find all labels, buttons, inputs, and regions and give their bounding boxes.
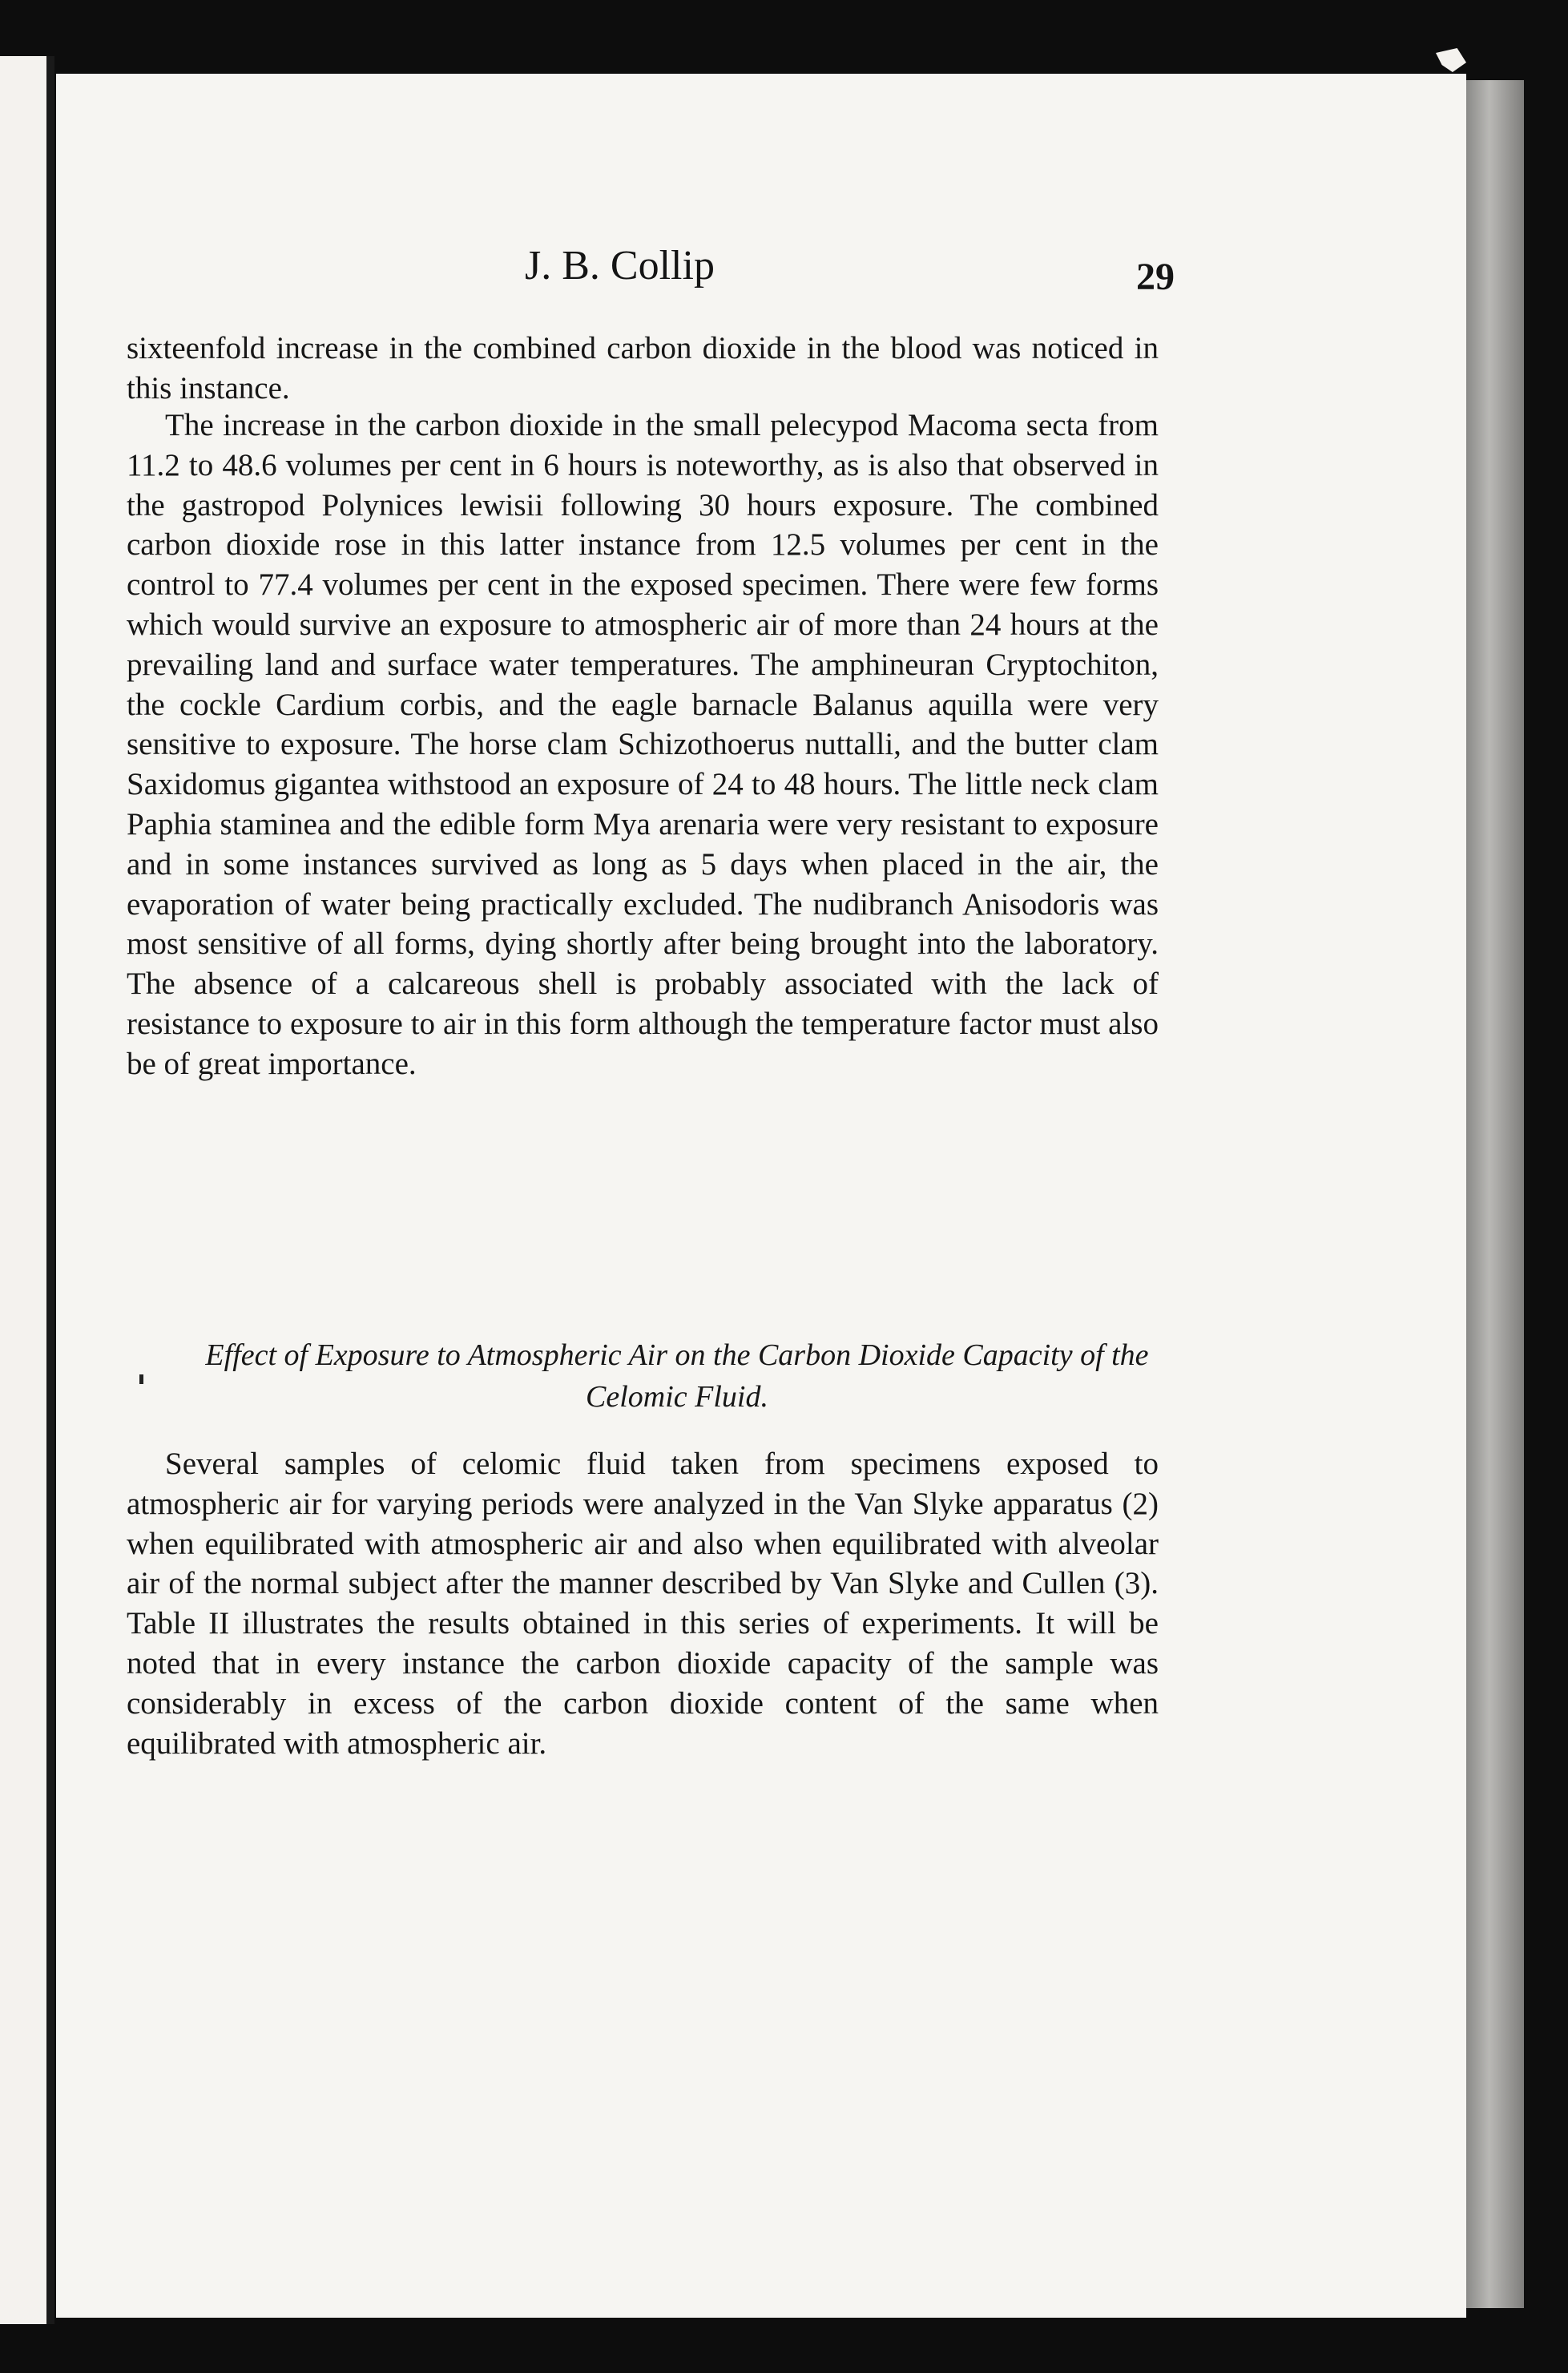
page-edge-shadow: [1466, 80, 1524, 2308]
running-head: J. B. Collip: [525, 243, 715, 289]
paragraph-continuation: sixteenfold increase in the combined carbon dioxide in the blood was noticed in this instance.: [127, 331, 1159, 406]
scan-speck: [139, 1374, 143, 1384]
section-heading: Effect of Exposure to Atmospheric Air on the Carbon Dioxide Capacity of the Celomic Fluid.: [205, 1338, 1149, 1414]
facing-page-edge: [0, 56, 54, 2324]
paragraph-celomic-fluid: Several samples of celomic fluid taken from specimens exposed to atmospheric air for varying periods were analyzed in the Van Slyke apparatus (2) when equilibrated with atmospheric air and also when equilibrated with alveolar air of the normal subject after the manner described by Van Slyke and Cullen (3). Table II illustrates the results obtained in this series of experiments. It will be noted that in every instance the carbon dioxide capacity of the sample was considerably in excess of the carbon dioxide content of the same when equilibrated with atmospheric air.: [127, 1447, 1159, 1761]
page-number: 29: [1136, 256, 1175, 298]
corner-tab: [1436, 48, 1466, 72]
paragraph-exposure-results: The increase in the carbon dioxide in the small pelecypod Macoma secta from 11.2 to 48.6 volumes per cent in 6 hours is noteworthy, as is also that observed in the gastropod Polynices lewisii following 30 hours exposure. The combined carbon dioxide rose in this latter instance from 12.5 volumes per cent in the control to 77.4 volumes per cent in the exposed specimen. There were few forms which would survive an exposure to atmospheric air of more than 24 hours at the prevailing land and surface water temperatures. The amphineuran Cryptochiton, the cockle Cardium corbis, and the eagle barnacle Balanus aquilla were very sensitive to exposure. The horse clam Schizothoerus nuttalli, and the butter clam Saxidomus gigantea withstood an exposure of 24 to 48 hours. The little neck clam Paphia staminea and the edible form Mya arenaria were very resistant to exposure and in some instances survived as long as 5 days when placed in the air, the evaporation of water being practically excluded. The nudibranch Anisodoris was most sensitive of all forms, dying shortly after being brought into the laboratory. The absence of a calcareous shell is probably associated with the lack of resistance to exposure to air in this form although the temperature factor must also be of great importance.: [127, 408, 1159, 1081]
